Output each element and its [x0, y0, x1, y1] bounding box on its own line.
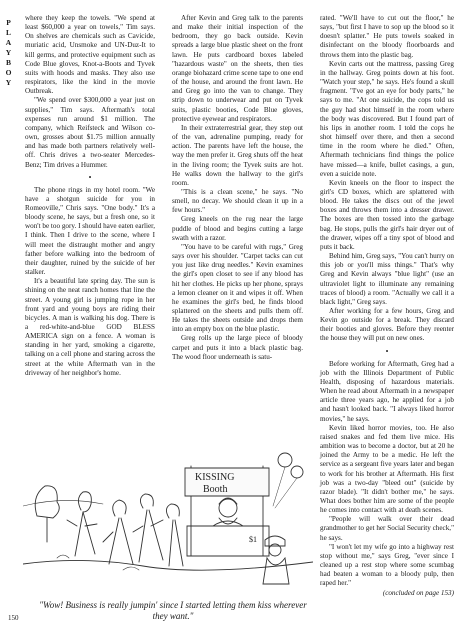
continued-note: (concluded on page 153)	[382, 588, 454, 597]
paragraph: "People will walk over their dead grandmother to get her Social Security check," he says.	[320, 515, 454, 542]
paragraph: It's a beautiful late spring day. The sun is shining on the neat ranch homes that line the street. A young girl is jumping rope in her front yard and young boys are riding their bicycles. A man is walking his dog. There is a red-white-and-blue GOD BLESS AMERICA sign on a fence. A woman is standing in her yard, smoking a cigarette, talking on a cell phone and staring across the street at the white Aftermath van in the driveway of her neighbor's home.	[25, 277, 155, 377]
paragraph: where they keep the towels. "We spend at least $60,000 a year on towels," Tim says. On shelves are chemicals such as Cavicide, muriatic acid, Unsmoke and UN-Duz-It to kill germs, and protective equipment such as Code Blue gloves, Knot-a-Boots and Tyvek suits with hoods and masks. They also use respirators, like the kind in the movie Outbreak.	[25, 14, 155, 96]
masthead-letter: L	[5, 28, 12, 37]
article-column-3	[320, 14, 454, 598]
paragraph: Greg rolls up the large piece of bloody carpet and puts it into a black plastic bag. The wood floor underneath is satu-	[172, 334, 303, 361]
paragraph: Before working for Aftermath, Greg had a job with the Illinois Department of Public Health, disposing of hazardous materials. When he read about Aftermath in a newspaper article three years ago, he applied for a job and hasn't looked back. "I always liked horror movies," he says.	[320, 359, 454, 423]
section-break-bullet: •	[88, 172, 92, 182]
paragraph: "You have to be careful with rugs," Greg says over his shoulder. "Carpet tacks can cut you just like drug needles." Kevin examines the girl's open closet to see if any blood has hit her clothes. He picks up her phone, sprays a lemon cleaner on it and wipes it off. When he examines the girl's bed, he finds blood splattered on the sheets and pulls them off. He takes the sheets outside and drops them into an empty box on the blue plastic.	[172, 242, 303, 334]
paragraph: Greg kneels on the rug near the large puddle of blood and begins cutting a large swath with a razor.	[172, 215, 303, 242]
section-break-bullet: •	[385, 346, 389, 356]
cartoon-sign-text: KISSING	[195, 472, 235, 483]
paragraph: Kevin carts out the mattress, passing Greg in the hallway. Greg points down at his foot. "Watch your step," he says. He's found a skull fragment. "I've got an eye for body parts," he says to me. "At one suicide, the cops told us the guy had shot himself in the room where the body was discovered. But I found part of his lips in another room. I told the cops he shot himself over there, and then a second time in the room where he died." Often, Aftermath technicians find things the police have missed—a knife, bullet casings, a gun, even a suicide note.	[320, 59, 454, 178]
article-column-1	[25, 14, 155, 378]
paragraph: Behind him, Greg says, "You can't hurry on this job or you'll miss things." That's why Greg and Kevin always "blue light" (use an ultraviolet light to illuminate any remaining traces of blood) a room. "Actually we call it a black light," Greg says.	[320, 252, 454, 306]
masthead-letter: A	[5, 38, 13, 47]
page-number: 150	[8, 614, 19, 622]
cartoon-illustration	[23, 446, 313, 598]
masthead-letter: B	[5, 58, 12, 67]
masthead-letter: P	[6, 18, 12, 27]
paragraph: Kevin kneels on the floor to inspect the girl's CD boxes, which are splattered with blood. He takes the discs out of the jewel boxes and throws them into a dresser drawer. The boxes are then tossed into the garbage bag. He stops, pulls the girl's hair dryer out of the drawer, wipes off a tiny spot of blood and puts it back.	[320, 178, 454, 251]
paragraph: Kevin liked horror movies, too. He also raised snakes and fed them live mice. His ambition was to become a doctor, but at 20 he joined the Army to be a medic. He left the service as a sergeant five years later and began to work for his brother at Aftermath. His first job was a two-day "bleed out" (suicide by razor blade). "It didn't bother me," he says. What does bother him are some of the people he comes into contact with at death scenes.	[320, 423, 454, 515]
paragraph: rated. "We'll have to cut out the floor," he says, "but first I have to sop up the blood so it doesn't splatter." He puts towels soaked in disinfectant on the bloody floorboards and throws them into the plastic bag.	[320, 14, 454, 59]
paragraph: In their extraterrestrial gear, they step out of the van, adrenaline pumping, ready for action. The parents have left the house, the way the men prefer it. Greg shuts off the heat in the living room; the Tyvek suits are hot. He walks down the hallway to the girl's room.	[172, 123, 303, 187]
paragraph: After Kevin and Greg talk to the parents and make their initial inspection of the bedroom, they go back outside. Kevin spreads a large blue plastic sheet on the front lawn. He puts cardboard boxes labeled "hazardous waste" on the sheets, then ties orange biohazard crime scene tape to one end of the house, and around the front lawn. He and Greg go into the van to change. They strip down to underwear and put on Tyvek suits, plastic booties, Code Blue gloves, protective eyewear and respirators.	[172, 14, 303, 123]
masthead-letter: O	[5, 68, 13, 77]
cartoon-caption: "Wow! Business is really jumpin' since I started letting them kiss wherever they want."	[39, 600, 307, 621]
article-column-2	[172, 14, 303, 362]
paragraph: The phone rings in my hotel room. "We have a shotgun suicide for you in Romeoville," Chris says. "One body." It's a bloody scene, he says, but a fresh one, so it won't be too gory. I should have eaten earlier, I think. Then I drive to the scene, where I will meet the distraught mother and angry father before walking into the bedroom of their daughter, ruined by the suicide of her stalker.	[25, 185, 155, 277]
cartoon-sign-text-line2: Booth	[203, 484, 228, 495]
cartoon-price-tag: $1	[249, 535, 257, 544]
playboy-masthead-vertical	[4, 18, 14, 88]
paragraph: "I won't let my wife go into a highway rest stop without me," says Greg, "ever since I cleaned up a rest stop where some scumbag had beaten a woman to a bloody pulp, then raped her."	[320, 542, 454, 588]
paragraph: After working for a few hours, Greg and Kevin go outside for a break. They discard their booties and gloves. Before they reenter the house they will put on new ones.	[320, 307, 454, 343]
masthead-letter: Y	[5, 78, 13, 87]
masthead-letter: Y	[5, 48, 13, 57]
paragraph: "We spend over $300,000 a year just on supplies," Tim says. Aftermath's total expenses run around $1 million. The company, which Reifsteck and Wilson co-own, grosses about $1.75 million annually and has made both partners relatively well-off. Chris drives a two-seater Mercedes-Benz; Tim drives a Hummer.	[25, 96, 155, 169]
paragraph: "This is a clean scene," he says. "No smell, no decay. We should clean it up in a few hours."	[172, 187, 303, 215]
